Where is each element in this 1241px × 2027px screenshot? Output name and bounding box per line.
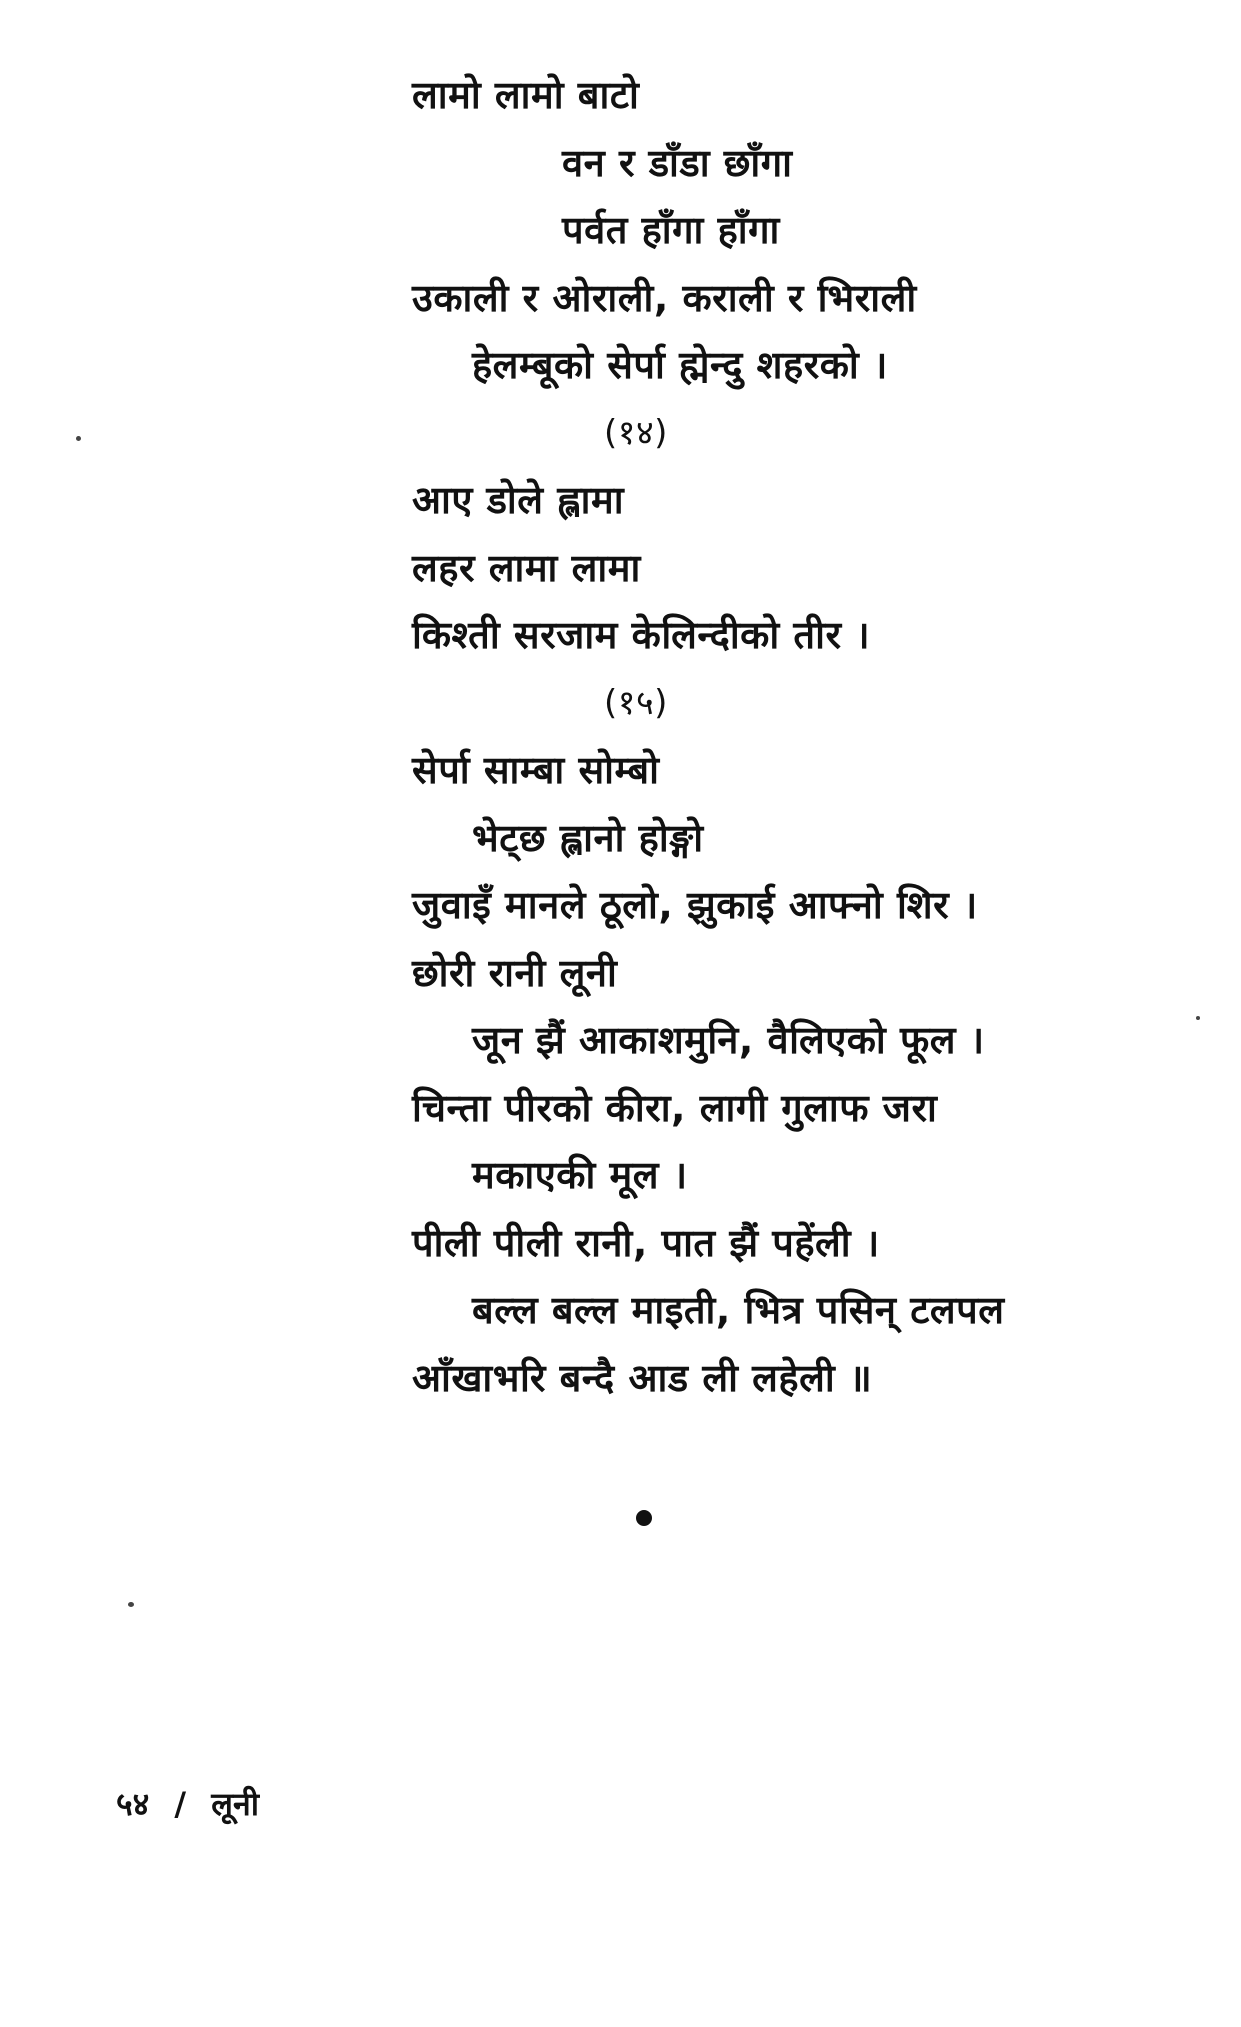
end-ornament-dot xyxy=(636,1510,652,1526)
poem-line: हेलम्बूको सेर्पा ह्मेन्दु शहरको । xyxy=(472,343,888,387)
poem-line: जुवाइँ मानले ठूलो, झुकाई आफ्नो शिर । xyxy=(412,883,978,927)
poem-line: मकाएकी मूल । xyxy=(472,1153,688,1197)
stanza-number: (१४) xyxy=(604,412,668,453)
poem-line: लामो लामो बाटो xyxy=(412,73,640,117)
poem-line: जून झैं आकाशमुनि, वैलिएको फूल । xyxy=(472,1018,985,1062)
poem-line: लहर लामा लामा xyxy=(412,545,641,590)
poem-line: आँखाभरि बन्दै आड ली लहेली ॥ xyxy=(412,1355,873,1400)
book-title: लूनी xyxy=(211,1785,259,1823)
poem-line: भेट्छ ह्लानो होङ्गो xyxy=(472,815,704,860)
poem-line: किश्ती सरजाम केलिन्दीको तीर । xyxy=(412,613,871,657)
poem-line: सेर्पा साम्बा सोम्बो xyxy=(412,748,660,792)
scan-speck xyxy=(1196,1016,1200,1020)
page-number: ५४ xyxy=(116,1785,150,1823)
poem-line: पीली पीली रानी, पात झैं पहेंली । xyxy=(412,1220,880,1265)
page-footer xyxy=(116,1782,259,1825)
poem-line: आए डोले ह्लामा xyxy=(412,478,625,522)
poem-line: बल्ल बल्ल माइती, भित्र पसिन् टलपल xyxy=(472,1288,1005,1332)
stanza-number: (१५) xyxy=(604,682,668,723)
poem-line: वन र डाँडा छाँगा xyxy=(562,140,793,185)
scan-speck xyxy=(128,1602,134,1607)
poem-line: पर्वत हाँगा हाँगा xyxy=(562,208,780,252)
scan-speck xyxy=(76,436,81,441)
footer-separator: / xyxy=(174,1785,187,1823)
poem-text xyxy=(412,62,1172,1412)
poem-line: चिन्ता पीरको कीरा, लागी गुलाफ जरा xyxy=(412,1085,938,1130)
poem-line: उकाली र ओराली, कराली र भिराली xyxy=(412,275,917,320)
poem-line: छोरी रानी लूनी xyxy=(412,950,618,995)
